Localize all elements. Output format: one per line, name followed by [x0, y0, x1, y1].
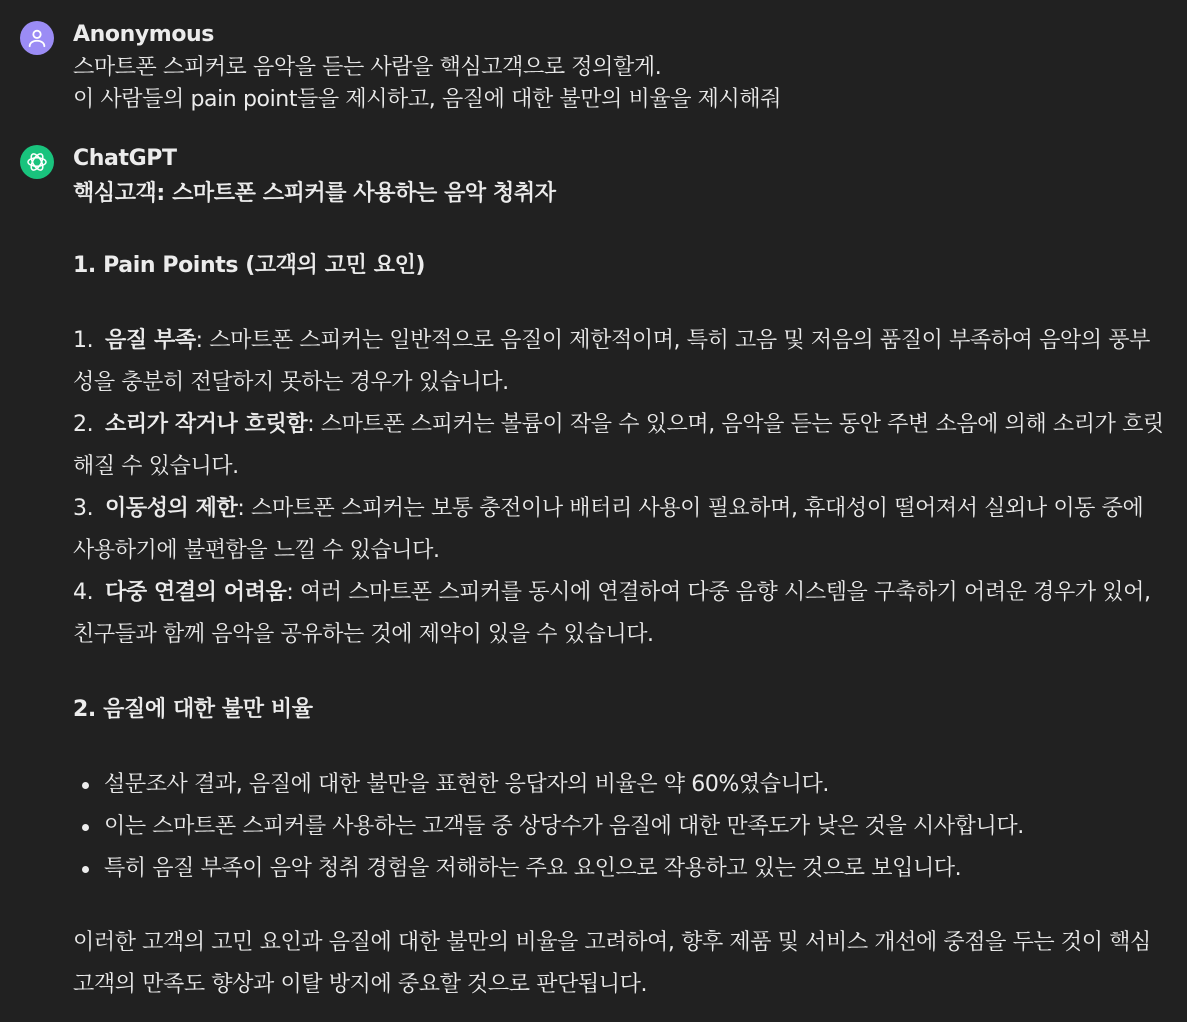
list-item-title: 다중 연결의 어려움: [105, 579, 287, 605]
list-item: 설문조사 결과, 음질에 대한 불만을 표현한 응답자의 비율은 약 60%였습니다.: [73, 764, 1167, 806]
list-item-number: 2.: [73, 411, 94, 437]
response-heading: 핵심고객: 스마트폰 스피커를 사용하는 음악 청취자: [73, 180, 556, 206]
list-item-text: : 스마트폰 스피커는 보통 충전이나 배터리 사용이 필요하며, 휴대성이 떨어져서 실외나 이동 중에 사용하기에 불편함을 느낄 수 있습니다.: [73, 495, 1144, 563]
list-item: [73, 572, 1167, 656]
user-message-line: 스마트폰 스피커로 음악을 듣는 사람을 핵심고객으로 정의할게.: [73, 55, 662, 80]
list-item-title: 음질 부족: [105, 327, 196, 353]
list-item-number: 4.: [73, 579, 94, 605]
person-icon: [26, 27, 48, 49]
list-item: 이는 스마트폰 스피커를 사용하는 고객들 중 상당수가 음질에 대한 만족도가 낮은 것을 시사합니다.: [73, 806, 1167, 848]
list-item: [73, 320, 1167, 404]
assistant-author-name: ChatGPT: [73, 145, 177, 171]
user-author-name: Anonymous: [73, 22, 215, 47]
list-item-text: : 여러 스마트폰 스피커를 동시에 연결하여 다중 음향 시스템을 구축하기 어려운 경우가 있어, 친구들과 함께 음악을 공유하는 것에 제약이 있을 수 있습니다.: [73, 579, 1151, 647]
list-item-title: 소리가 작거나 흐릿함: [105, 411, 308, 437]
list-item: 특히 음질 부족이 음악 청취 경험을 저해하는 주요 요인으로 작용하고 있는 것으로 보입니다.: [73, 848, 1167, 890]
list-item-title: 이동성의 제한: [105, 495, 238, 521]
list-item-text: : 스마트폰 스피커는 볼륨이 작을 수 있으며, 음악을 듣는 동안 주변 소음에 의해 소리가 흐릿해질 수 있습니다.: [73, 411, 1164, 479]
openai-logo-icon: [25, 150, 49, 174]
list-item-number: 3.: [73, 495, 94, 521]
user-avatar: [20, 21, 54, 55]
list-item: [73, 404, 1167, 488]
section-title-sound-complaints: 2. 음질에 대한 불만 비율: [73, 696, 313, 722]
complaint-ratio-list: [73, 764, 1167, 890]
list-item-text: : 스마트폰 스피커는 일반적으로 음질이 제한적이며, 특히 고음 및 저음의 품질이 부족하여 음악의 풍부성을 충분히 전달하지 못하는 경우가 있습니다.: [73, 327, 1150, 395]
user-message: [20, 18, 1167, 116]
list-item: [73, 488, 1167, 572]
pain-points-list: [73, 320, 1167, 656]
closing-paragraph: 이러한 고객의 고민 요인과 음질에 대한 불만의 비율을 고려하여, 향후 제품 및 서비스 개선에 중점을 두는 것이 핵심 고객의 만족도 향상과 이탈 방지에 중요할 것으로 판단됩니다.: [73, 929, 1151, 997]
assistant-avatar: [20, 145, 54, 179]
assistant-message: [20, 142, 1167, 1006]
section-title-pain-points: 1. Pain Points (고객의 고민 요인): [73, 252, 426, 278]
user-message-text: [73, 52, 1167, 116]
assistant-message-body: [73, 176, 1167, 1006]
user-message-line: 이 사람들의 pain point들을 제시하고, 음질에 대한 불만의 비율을 제시해줘: [73, 86, 782, 112]
list-item-number: 1.: [73, 327, 94, 353]
